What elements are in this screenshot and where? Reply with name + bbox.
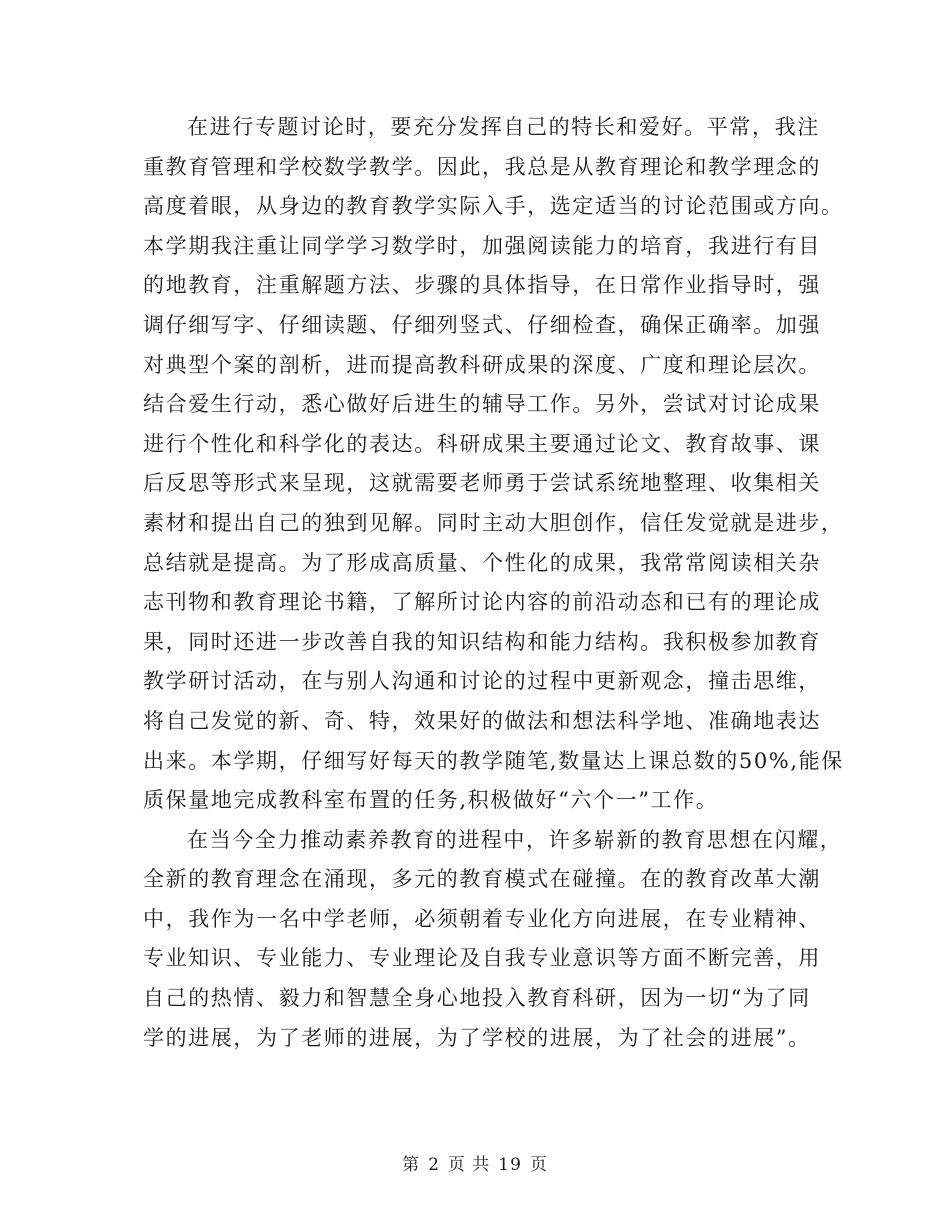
text-line: 总结就是提高。为了形成高质量、个性化的成果，我常常阅读相关杂 [143,550,821,575]
footer-middle: 页 共 [447,1155,491,1175]
text-line: 出来。本学期，仔细写好每天的教学随笔,数量达上课总数的50%,能保 [143,748,844,773]
footer-page-number: 2 [428,1155,440,1175]
footer-prefix: 第 [402,1155,421,1175]
text-line: 的地教育，注重解题方法、步骤的具体指导，在日常作业指导时，强 [143,273,821,298]
text-line: 教学研讨活动，在与别人沟通和讨论的过程中更新观念，撞击思维， [143,669,821,694]
text-line: 在当今全力推动素养教育的进程中，许多崭新的教育思想在闪耀， [187,827,843,852]
page-footer [0,1150,950,1175]
footer-total-pages: 19 [498,1155,522,1175]
footer-suffix: 页 [529,1155,548,1175]
text-line: 素材和提出自己的独到见解。同时主动大胆创作，信任发觉就是进步， [143,510,844,535]
paragraph-2 [143,821,843,1059]
text-line: 后反思等形式来呈现，这就需要老师勇于尝试系统地整理、收集相关 [143,471,821,496]
text-line: 本学期我注重让同学学习数学时，加强阅读能力的培育，我进行有目 [143,233,821,258]
text-line: 在进行专题讨论时，要充分发挥自己的特长和爱好。平常，我注 [187,115,820,139]
text-line: 学的进展，为了老师的进展，为了学校的进展，为了社会的进展”。 [143,1025,811,1050]
text-line: 进行个性化和科学化的表达。科研成果主要通过论文、教育故事、课 [143,431,821,456]
text-line: 高度着眼，从身边的教育教学实际入手，选定适当的讨论范围或方向。 [143,194,844,219]
text-line: 重教育管理和学校数学教学。因此，我总是从教育理论和教学理念的 [143,154,821,179]
text-line: 调仔细写字、仔细读题、仔细列竖式、仔细检查，确保正确率。加强 [143,312,821,337]
text-line: 志刊物和教育理论书籍，了解所讨论内容的前沿动态和已有的理论成 [143,590,821,615]
text-line: 自己的热情、毅力和智慧全身心地投入教育科研，因为一切“为了同 [143,986,811,1011]
text-line: 将自己发觉的新、奇、特，效果好的做法和想法科学地、准确地表达 [143,708,821,733]
paragraph-1 [143,108,844,821]
text-line: 质保量地完成教科室布置的任务,积极做好“六个一”工作。 [143,788,719,813]
text-line: 结合爱生行动，悉心做好后进生的辅导工作。另外，尝试对讨论成果 [143,392,821,417]
document-body [143,108,844,1058]
text-line: 专业知识、专业能力、专业理论及自我专业意识等方面不断完善，用 [143,946,821,971]
text-line: 果，同时还进一步改善自我的知识结构和能力结构。我积极参加教育 [143,629,821,654]
text-line: 全新的教育理念在涌现，多元的教育模式在碰撞。在的教育改革大潮 [143,867,821,892]
text-line: 对典型个案的剖析，进而提高教科研成果的深度、广度和理论层次。 [143,352,821,377]
text-line: 中，我作为一名中学老师，必须朝着专业化方向进展，在专业精神、 [143,906,821,931]
